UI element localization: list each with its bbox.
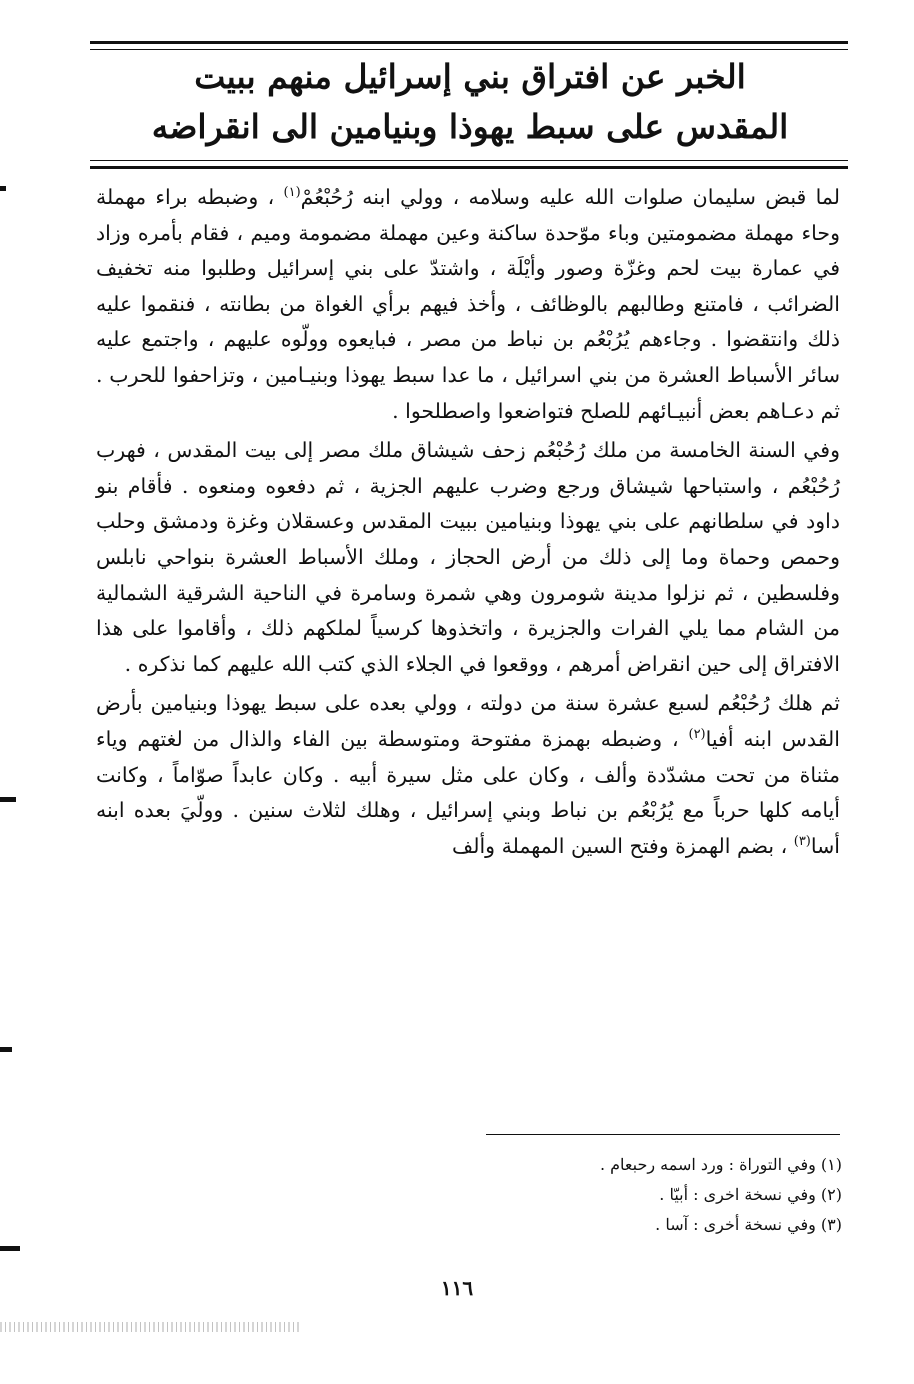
header-rule-thin: [90, 49, 848, 50]
footnote-1: (١) وفي التوراة : ورد اسمه رحبعام .: [599, 1155, 842, 1174]
paragraph-1: [96, 180, 840, 429]
paragraph-1-text-a: لما قبض سليمان صلوات الله عليه وسلامه ، وولي ابنه رُحُبْعُمْ: [300, 185, 840, 209]
footnote-ref-3: (٣): [793, 833, 811, 849]
scan-edge-mark: [0, 186, 6, 191]
header-rule-thick: [90, 41, 848, 44]
footnote-ref-1: (١): [283, 185, 301, 201]
chapter-title: [100, 52, 840, 152]
chapter-title-line-2: المقدس على سبط يهوذا وبنيامين الى انقراضه: [151, 107, 789, 146]
scan-edge-mark: [0, 797, 16, 802]
paragraph-3-text-c: ، بضم الهمزة وفتح السين المهملة وألف: [452, 833, 794, 858]
footnote-separator: [486, 1134, 840, 1135]
scan-edge-mark: [0, 1246, 20, 1251]
paragraph-2: وفي السنة الخامسة من ملك رُحُبْعُم زحف شيشاق ملك مصر إلى بيت المقدس ، فهرب رُحُبْعُم ، واستباحها شيشاق ورجع وضرب عليهم الجزية ، ثم دفعوه ومنعوه . فأقام بنو داود في سلطانهم على بني يهوذا وبنيامين ببيت المقدس وعسقلان وغزة ودمشق وحلب وحمص وحماة وما إلى ذلك من أرض الحجاز ، وملك الأسباط العشرة بنواحي نابلس وفلسطين ، ثم نزلوا مدينة شومرون وهي شمرة وسامرة في الناحية الشرقية الشمالية من الشام مما يلي الفرات والجزيرة ، واتخذوها كرسياً لملكهم ذلك ، وأقاموا على هذا الافتراق إلى حين انقراض أمرهم ، ووقعوا في الجلاء الذي كتب الله عليهم كما نذكره .: [96, 438, 840, 676]
page-number: ١١٦: [440, 1276, 474, 1300]
paragraph-3-text-a: ثم هلك رُحُبْعُم لسبع عشرة سنة من دولته ، وولي بعده على سبط يهوذا وبنيامين بأرض القدس ابنه أفيا: [96, 691, 840, 751]
paragraph-3: [96, 686, 840, 864]
paragraph-3-text-b: ، وضبطه بهمزة مفتوحة ومتوسطة بين الفاء والذال من لغتهم وياء مثناة من تحت مشدّدة وألف ، وكان على مثل سيرة أبيه . وكان عابداً صوّاماً ، وكانت أيامه كلها حرباً مع يُرُبْعُم بن نباط وبني إسرائيل ، وهلك لثلاث سنين . وولّيَ بعده ابنه أسا: [96, 726, 840, 858]
footnotes: [400, 1150, 842, 1240]
scan-edge-mark: [0, 1047, 12, 1052]
paragraph-1-text-b: ، وضبطه براء مهملة وحاء مهملة مضمومتين وباء موّحدة ساكنة وعين مهملة مضمومة وميم ، فقام بأمره وزاد في عمارة بيت لحم وغزّة وصور وأيْلَة ، واشتدّ على بني إسرائيل وطلبوا منه تخفيف الضرائب ، فامتنع وطالبهم بالوظائف ، وأخذ فيهم برأي الغواة من بطانته ، فنقموا عليه ذلك وانتقضوا . وجاءهم يُرُبْعُم بن نباط من مصر ، فبايعوه وولّوه عليهم ، واجتمع عليه سائر الأسباط العشرة من بني اسرائيل ، ما عدا سبط يهوذا وبنيـامين ، وتزاحفوا للحرب . ثم دعـاهم بعض أنبيـائهم للصلح فتواضعوا واصطلحوا .: [96, 185, 840, 423]
title-rule-thin: [90, 160, 848, 161]
title-rule-thick: [90, 166, 848, 169]
footnote-ref-2: (٢): [688, 727, 706, 743]
footnote-3: (٣) وفي نسخة أخرى : آسا .: [655, 1215, 842, 1234]
scan-noise: [0, 1322, 300, 1332]
footnote-2: (٢) وفي نسخة اخرى : أبيّا .: [659, 1185, 842, 1204]
body-text: [96, 180, 840, 868]
chapter-title-line-1: الخبر عن افتراق بني إسرائيل منهم ببيت: [194, 57, 746, 96]
